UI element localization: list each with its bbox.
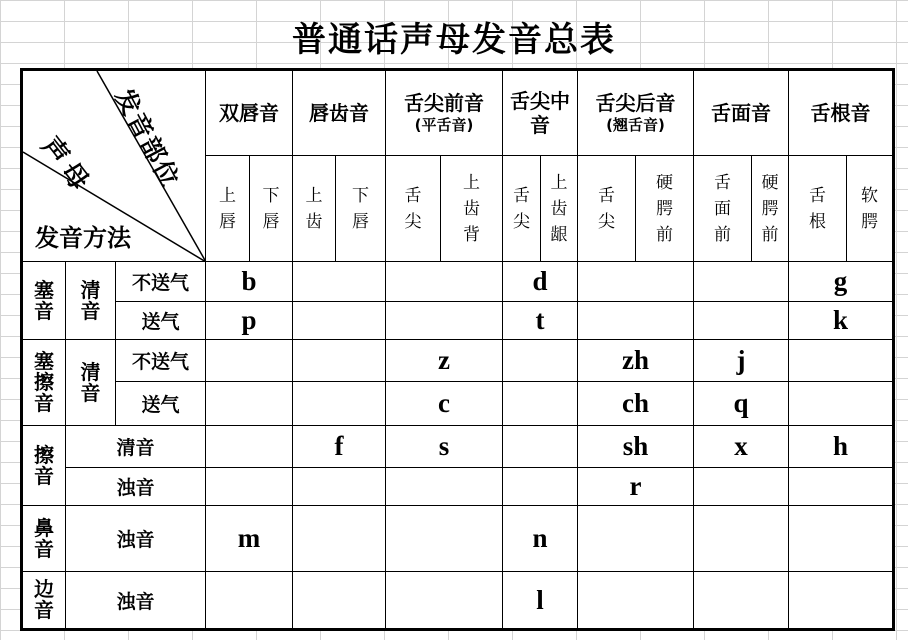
initial-cell: r xyxy=(578,468,694,506)
articulator-cell: 下 唇 xyxy=(250,156,293,262)
articulator-cell: 舌 根 xyxy=(789,156,847,262)
initial-cell: t xyxy=(503,302,578,340)
initial-cell xyxy=(694,262,789,302)
initial-cell xyxy=(206,468,293,506)
initial-cell: z xyxy=(386,340,503,382)
initial-cell: s xyxy=(386,426,503,468)
voicing-label: 浊音 xyxy=(66,506,206,572)
initial-cell xyxy=(789,382,894,426)
aspiration-label: 送气 xyxy=(116,302,206,340)
initial-cell: p xyxy=(206,302,293,340)
articulator-cell: 上 齿 背 xyxy=(441,156,503,262)
initial-cell xyxy=(293,302,386,340)
method-cell-stop: 塞 音 xyxy=(22,262,66,340)
voicing-label: 浊音 xyxy=(66,468,206,506)
articulator-cell: 上 齿 龈 xyxy=(541,156,578,262)
page-title: 普通话声母发音总表 xyxy=(292,20,616,60)
initial-cell: k xyxy=(789,302,894,340)
place-header: 舌面音 xyxy=(694,70,789,156)
initial-cell xyxy=(293,340,386,382)
initial-cell: x xyxy=(694,426,789,468)
initial-cell xyxy=(578,572,694,630)
initial-cell xyxy=(293,468,386,506)
initial-cell xyxy=(206,572,293,630)
method-cell-nasal: 鼻 音 xyxy=(22,506,66,572)
initial-cell: j xyxy=(694,340,789,382)
initial-cell xyxy=(694,468,789,506)
articulator-cell: 软 腭 xyxy=(847,156,894,262)
initial-cell: l xyxy=(503,572,578,630)
articulator-cell: 舌 尖 xyxy=(503,156,541,262)
voicing-label: 浊音 xyxy=(66,572,206,630)
aspiration-label: 送气 xyxy=(116,382,206,426)
initial-cell: d xyxy=(503,262,578,302)
articulator-cell: 上 齿 xyxy=(293,156,336,262)
method-cell-fricative: 擦 音 xyxy=(22,426,66,506)
place-header: 舌尖前音 (平舌音) xyxy=(386,70,503,156)
voicing-cell: 清 音 xyxy=(66,262,116,340)
initial-cell xyxy=(503,468,578,506)
initials-grid xyxy=(20,68,895,631)
initial-cell xyxy=(694,572,789,630)
initial-cell: g xyxy=(789,262,894,302)
place-header: 双唇音 xyxy=(206,70,293,156)
place-header: 唇齿音 xyxy=(293,70,386,156)
initial-cell: b xyxy=(206,262,293,302)
place-header: 舌尖中音 xyxy=(503,70,578,156)
articulator-cell: 舌 尖 xyxy=(578,156,636,262)
initial-cell: f xyxy=(293,426,386,468)
initial-cell xyxy=(293,572,386,630)
initial-cell xyxy=(578,506,694,572)
articulator-cell: 舌 尖 xyxy=(386,156,441,262)
articulator-cell: 舌 面 前 xyxy=(694,156,752,262)
aspiration-label: 不送气 xyxy=(116,262,206,302)
initial-cell xyxy=(386,302,503,340)
header-corner xyxy=(22,70,206,262)
initial-cell xyxy=(206,426,293,468)
initial-cell xyxy=(293,262,386,302)
initial-cell xyxy=(789,506,894,572)
corner-initial-label: 声母 xyxy=(34,131,98,201)
initial-cell xyxy=(293,382,386,426)
initial-cell xyxy=(578,302,694,340)
initial-cell xyxy=(789,468,894,506)
initial-cell xyxy=(386,262,503,302)
articulator-cell: 硬 腭 前 xyxy=(752,156,789,262)
corner-place-label: 发音部位 xyxy=(109,84,186,194)
initial-cell: sh xyxy=(578,426,694,468)
initial-cell: zh xyxy=(578,340,694,382)
place-header: 舌根音 xyxy=(789,70,894,156)
method-cell-lateral: 边 音 xyxy=(22,572,66,630)
initial-cell xyxy=(694,506,789,572)
initial-cell xyxy=(386,572,503,630)
initials-table xyxy=(20,68,892,628)
initial-cell: c xyxy=(386,382,503,426)
voicing-cell: 清 音 xyxy=(66,340,116,426)
place-header: 舌尖后音 (翘舌音) xyxy=(578,70,694,156)
articulator-cell: 上 唇 xyxy=(206,156,250,262)
articulator-cell: 硬 腭 前 xyxy=(636,156,694,262)
initial-cell xyxy=(694,302,789,340)
initial-cell: q xyxy=(694,382,789,426)
initial-cell xyxy=(789,572,894,630)
initial-cell xyxy=(206,382,293,426)
initial-cell: m xyxy=(206,506,293,572)
initial-cell xyxy=(386,506,503,572)
initial-cell xyxy=(503,426,578,468)
initial-cell xyxy=(503,382,578,426)
initial-cell xyxy=(789,340,894,382)
initial-cell: n xyxy=(503,506,578,572)
aspiration-label: 不送气 xyxy=(116,340,206,382)
initial-cell xyxy=(206,340,293,382)
initial-cell: ch xyxy=(578,382,694,426)
initial-cell: h xyxy=(789,426,894,468)
corner-method-label: 发音方法 xyxy=(35,224,131,252)
voicing-label: 清音 xyxy=(66,426,206,468)
initial-cell xyxy=(578,262,694,302)
articulator-cell: 下 唇 xyxy=(336,156,386,262)
initial-cell xyxy=(503,340,578,382)
initial-cell xyxy=(386,468,503,506)
method-cell-affricate: 塞 擦 音 xyxy=(22,340,66,426)
initial-cell xyxy=(293,506,386,572)
